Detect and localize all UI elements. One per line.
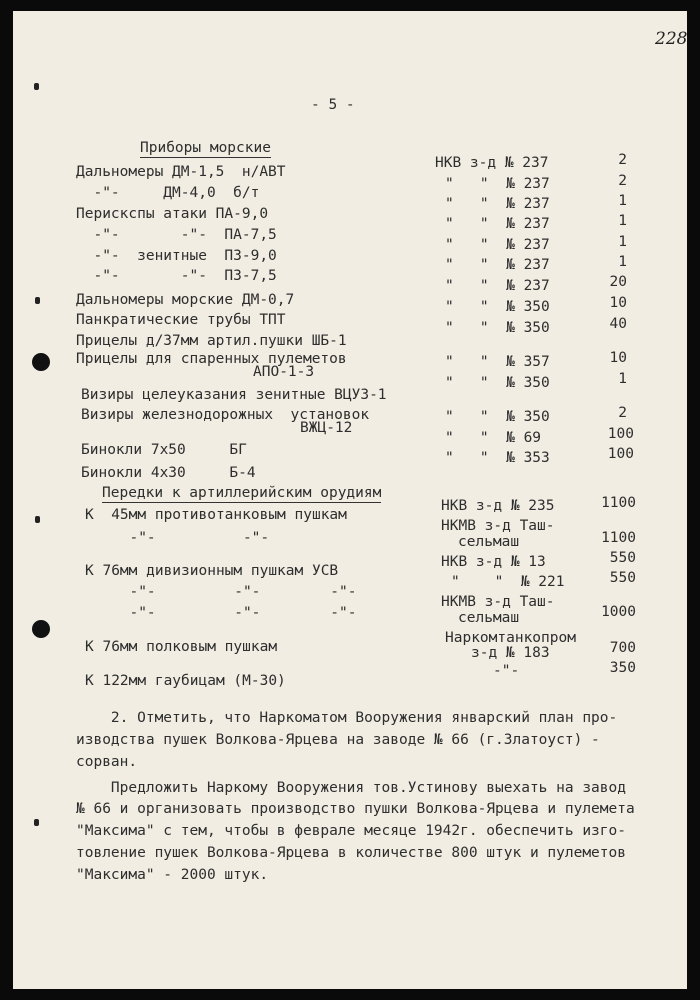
binder-hole [32,353,50,371]
document-page [13,11,687,989]
item-supplier-cont: сельмаш [458,534,520,550]
item-supplier: " " № 353 [445,450,550,466]
item-name: -"- -"- -"- [112,605,357,621]
item-name: -"- -"- ПА-7,5 [76,227,277,243]
item-qty: 550 [609,570,636,586]
item-qty: 1 [618,234,627,250]
item-supplier: " " № 69 [445,430,542,446]
item-supplier: " " № 350 [445,320,550,336]
item-name: К 45мм противотанковым пушкам [85,507,347,523]
item-qty: 700 [609,640,636,656]
item-name: Прицелы д/37мм артил.пушки ШБ-1 [76,333,347,349]
paper-mark [35,516,40,523]
paragraph-line: № 66 и организовать производство пушки Волкова-Ярцева и пулемета [76,801,635,817]
item-name: Визиры целеуказания зенитные ВЦУЗ-1 [81,387,387,403]
item-name: -"- ДМ-4,0 б/т [76,185,260,201]
item-qty: 1100 [601,495,636,511]
item-supplier: " " № 350 [445,299,550,315]
item-qty: 1 [618,213,627,229]
paper-mark [34,83,39,90]
page-number: - 5 - [311,97,355,113]
item-qty: 2 [618,173,627,189]
item-supplier: " " № 221 [451,574,565,590]
item-supplier: " " № 237 [445,176,550,192]
item-name: -"- -"- [112,530,270,546]
item-supplier: " " № 350 [445,409,550,425]
paragraph-line: Предложить Наркому Вооружения тов.Устинову выехать на завод [76,780,626,796]
item-qty: 350 [609,660,636,676]
item-supplier: НКВ з-д № 235 [441,498,555,514]
item-qty: 2 [618,152,627,168]
item-name: Визиры железнодорожных установок [81,407,370,423]
item-supplier-cont: з-д № 183 [471,645,550,661]
item-supplier: " " № 357 [445,354,550,370]
item-name: Дальномеры морские ДМ-0,7 [76,292,295,308]
item-qty: 10 [609,295,627,311]
item-name: К 76мм дивизионным пушкам УСВ [85,563,339,579]
item-name: К 122мм гаубицам (М-30) [85,673,286,689]
item-name: -"- зенитные ПЗ-9,0 [76,248,277,264]
page-stamp: 228 [655,29,688,49]
item-supplier: " " № 237 [445,278,550,294]
item-name: -"- -"- -"- [112,584,357,600]
paragraph-line: "Максима" - 2000 штук. [76,867,269,883]
item-supplier: НКМВ з-д Таш- [441,594,555,610]
paragraph-line: 2. Отметить, что Наркоматом Вооружения январский план про- [76,710,618,726]
item-supplier: " " № 237 [445,257,550,273]
item-qty: 1100 [601,530,636,546]
item-qty: 20 [609,274,627,290]
item-name: Дальномеры ДМ-1,5 н/АВТ [76,164,286,180]
paper-mark [34,819,39,826]
section-title-naval: Приборы морские [140,140,271,156]
item-name: Бинокли 4х30 Б-4 [81,465,256,481]
item-name: -"- -"- ПЗ-7,5 [76,268,277,284]
item-supplier: " " № 350 [445,375,550,391]
paragraph-line: товление пушек Волкова-Ярцева в количестве 800 штук и пулеметов [76,845,626,861]
item-qty: 1 [618,371,627,387]
item-qty: 10 [609,350,627,366]
binder-hole [32,620,50,638]
item-supplier: НКВ з-д № 13 [441,554,546,570]
item-name: Бинокли 7х50 БГ [81,442,247,458]
item-qty: 1 [618,193,627,209]
item-name: Прицелы для спаренных пулеметов [76,351,347,367]
item-name-cont: ВЖЦ-12 [300,420,353,436]
item-supplier: " " № 237 [445,196,550,212]
item-name-cont: АПО-1-З [253,364,315,380]
item-qty: 1000 [601,604,636,620]
section-title-artillery: Передки к артиллерийским орудиям [102,485,382,501]
item-supplier: -"- [493,663,520,679]
item-name: К 76мм полковым пушкам [85,639,278,655]
item-qty: 2 [618,405,627,421]
item-supplier-cont: сельмаш [458,610,520,626]
item-qty: 550 [609,550,636,566]
item-qty: 40 [609,316,627,332]
paragraph-line: "Максима" с тем, чтобы в феврале месяце 1942г. обеспечить изго- [76,823,626,839]
item-supplier: Наркомтанкопром [445,630,576,646]
item-supplier: НКВ з-д № 237 [435,155,549,171]
item-qty: 1 [618,254,627,270]
paper-mark [35,297,40,304]
paragraph-line: изводства пушек Волкова-Ярцева на заводе № 66 (г.Златоуст) - [76,732,600,748]
item-supplier: " " № 237 [445,216,550,232]
paragraph-line: сорван. [76,754,138,770]
item-supplier: НКМВ з-д Таш- [441,518,555,534]
item-qty: 100 [607,446,634,462]
item-name: Панкратические трубы ТПТ [76,312,286,328]
item-name: Перискспы атаки ПА-9,0 [76,206,269,222]
item-qty: 100 [607,426,634,442]
item-supplier: " " № 237 [445,237,550,253]
